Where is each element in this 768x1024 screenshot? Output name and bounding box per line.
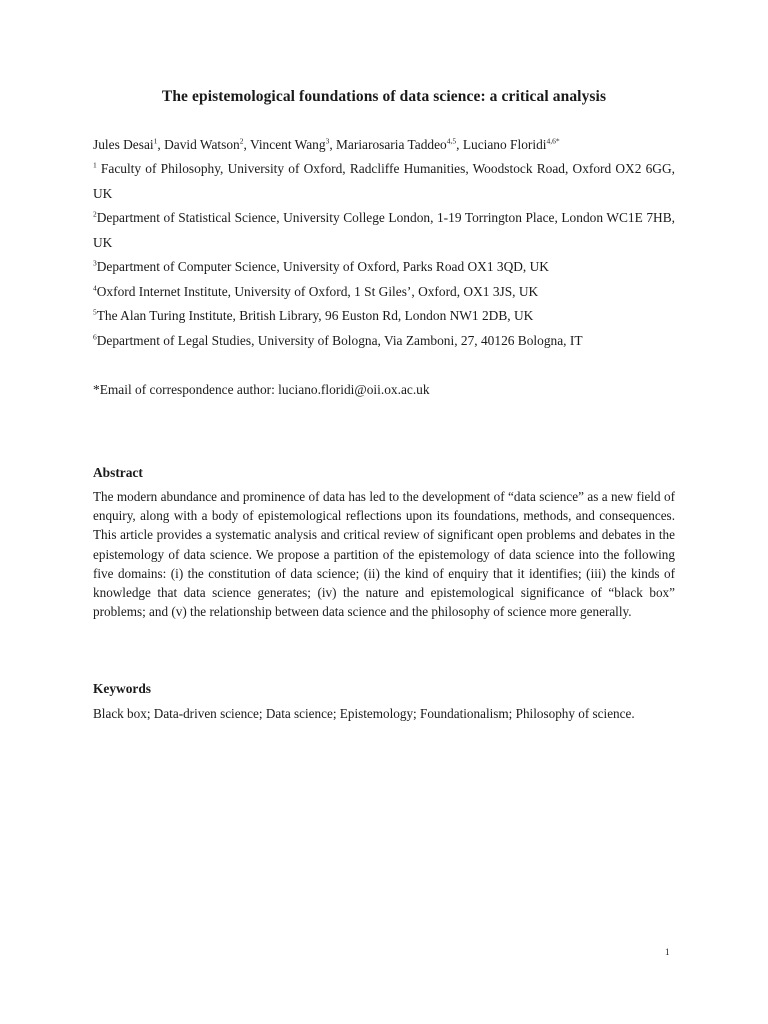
affiliation-number: 4 [93,283,97,293]
author-affiliation-marker: 4,6* [546,136,560,146]
author-separator: , [329,137,337,152]
keywords-text: Black box; Data-driven science; Data science; Epistemology; Foundationalism; Philosophy of science. [93,706,635,721]
author-list [93,133,675,157]
abstract-text: The modern abundance and prominence of data has led to the development of “data science” as a new field of enquiry, along with a body of epistemological reflections upon its foundations, methods, and consequences. This article provides a systematic analysis and critical review of significant open problems and debates in the epistemology of data science. We propose a partition of the epistemology of data science into the following five domains: (i) the constitution of data science; (ii) the kind of enquiry that it identifies; (iii) the kinds of knowledge that data science generates; (iv) the nature and epistemological significance of “black box” problems; and (v) the relationship between data science and the philosophy of science more generally. [93,489,675,620]
author [93,137,164,152]
affiliation [93,304,675,329]
author-name: Mariarosaria Taddeo [336,137,447,152]
author-separator: , [456,137,463,152]
affiliation-text: Department of Legal Studies, University of Bologna, Via Zamboni, 27, 40126 Bologna, IT [96,333,583,348]
correspondence-email: *Email of correspondence author: luciano.floridi@oii.ox.ac.uk [93,382,430,397]
affiliation [93,255,675,280]
author [164,137,250,152]
affiliation-text: Department of Computer Science, University of Oxford, Parks Road OX1 3QD, UK [96,259,549,274]
affiliation-text: The Alan Turing Institute, British Library, 96 Euston Rd, London NW1 2DB, UK [96,308,534,323]
abstract-heading: Abstract [93,465,143,480]
author [336,137,463,152]
author-affiliation-marker: 1 [153,136,158,146]
paper-title: The epistemological foundations of data science: a critical analysis [161,88,607,105]
author-affiliation-marker: 3 [325,136,330,146]
affiliation [93,329,675,354]
keywords-heading: Keywords [93,681,152,696]
page-number: 1 [665,947,670,957]
author-affiliation-marker: 4,5 [446,136,457,146]
affiliation [93,280,675,305]
author-name: Luciano Floridi [462,137,547,152]
author-separator: , [243,137,250,152]
affiliation-text: Faculty of Philosophy, University of Oxford, Radcliffe Humanities, Woodstock Road, Oxford OX2 6GG, UK [93,161,675,201]
affiliation-text: Department of Statistical Science, University College London, 1-19 Torrington Place, London WC1E 7HB, UK [93,210,675,250]
author-name: David Watson [164,137,240,152]
author-name: Jules Desai [93,137,154,152]
author-name: Vincent Wang [249,137,326,152]
affiliation-number: 3 [93,258,97,268]
author [250,137,336,152]
author-separator: , [157,137,165,152]
affiliation [93,157,675,206]
author-affiliation-marker: 2 [239,136,244,146]
affiliation-number: 1 [93,160,97,170]
affiliation-text: Oxford Internet Institute, University of Oxford, 1 St Giles’, Oxford, OX1 3JS, UK [96,284,539,299]
affiliation-number: 6 [93,332,97,342]
paper-page [93,0,675,1024]
affiliation-number: 2 [93,209,97,219]
affiliation-number: 5 [93,307,97,317]
author [463,137,560,152]
affiliation [93,206,675,255]
